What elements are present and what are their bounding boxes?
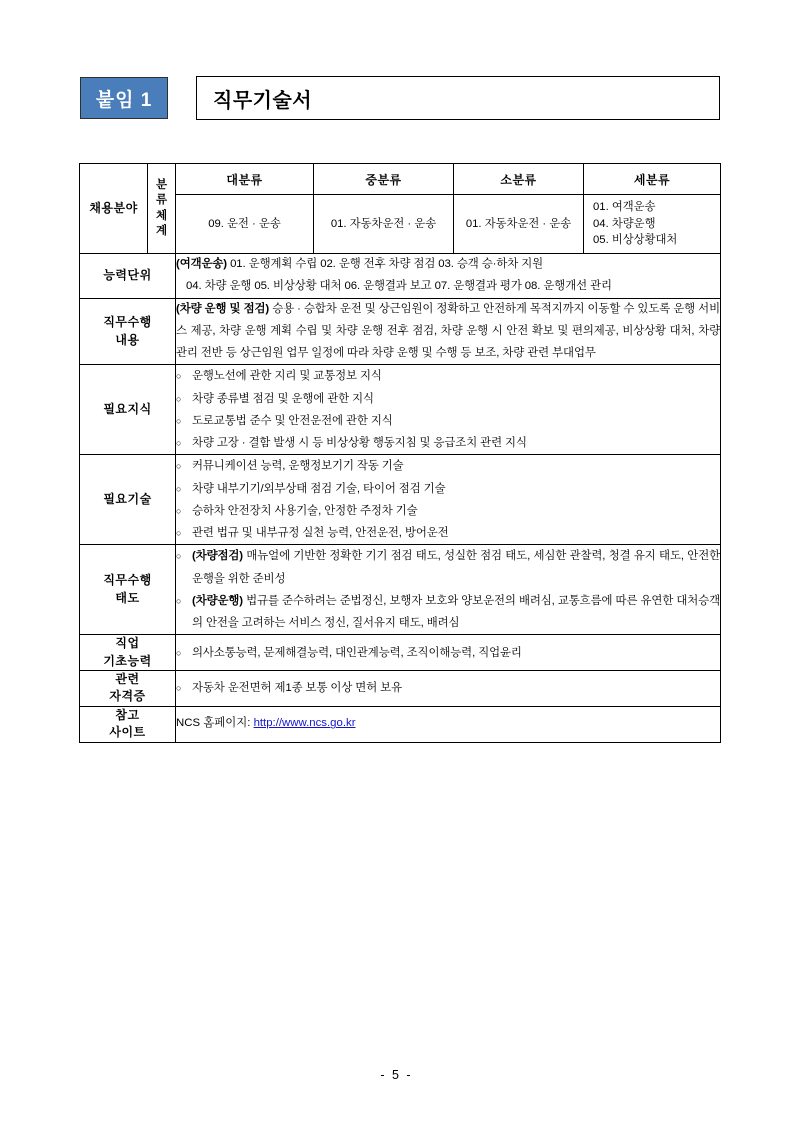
list-item: ○ 승하차 안전장치 사용기술, 안정한 주정차 기술	[176, 500, 720, 522]
row-label-basic-competency-line2: 기초능력	[103, 653, 152, 668]
cell-basic-competency	[176, 635, 721, 671]
list-item: ○ 운행노선에 관한 지리 및 교통정보 지식	[176, 365, 720, 387]
table-row-reference-site	[80, 706, 721, 742]
job-attitude-list	[176, 545, 720, 634]
ncs-homepage-link[interactable]: http://www.ncs.go.kr	[253, 717, 356, 730]
row-label-required-skills: 필요기술	[80, 455, 176, 545]
certificates-list	[176, 677, 720, 699]
list-item: ○ 커뮤니케이션 능력, 운행정보기기 작동 기술	[176, 455, 720, 477]
document-header	[80, 76, 720, 120]
job-attitude-text-1: 매뉴얼에 기반한 정확한 기기 점검 태도, 성실한 점검 태도, 세심한 관찰력, 청결 유지 태도, 안전한 운행을 위한 준비성	[192, 550, 720, 585]
list-item: ○ 의사소통능력, 문제해결능력, 대인관계능력, 조직이해능력, 직업윤리	[176, 642, 720, 664]
column-header-minor: 소분류	[454, 164, 584, 195]
classification-char-1: 분	[155, 179, 168, 192]
table-row-recruit-field-values	[80, 195, 721, 254]
row-label-reference-site-line1: 참고	[115, 707, 140, 722]
cell-job-duties	[176, 298, 721, 365]
list-item: ○ 차량 고장 · 결함 발생 시 등 비상상황 행동지침 및 응급조치 관련 지식	[176, 432, 720, 454]
column-header-detail: 세분류	[584, 164, 721, 195]
page-footer	[0, 1068, 793, 1082]
list-item: ○ 자동차 운전면허 제1종 보통 이상 면허 보유	[176, 677, 720, 699]
row-label-certificates-line2: 자격증	[109, 689, 146, 704]
page-title: 직무기술서	[213, 89, 313, 112]
table-row-required-skills	[80, 455, 721, 545]
row-label-classification-system	[148, 164, 176, 254]
cell-minor-classification: 01. 자동차운전 · 운송	[454, 195, 584, 254]
list-item: ○ 차량 내부기기/외부상태 점검 기술, 타이어 점검 기술	[176, 478, 720, 500]
list-item: ○ 도로교통법 준수 및 안전운전에 관한 지식	[176, 410, 720, 432]
cell-middle-classification: 01. 자동차운전 · 운송	[314, 195, 454, 254]
table-row-certificates	[80, 671, 721, 707]
cell-required-knowledge	[176, 365, 721, 455]
detail-item-2: 04. 차량운행	[593, 217, 656, 230]
job-attitude-text-2: 법규를 준수하려는 준법정신, 보행자 보호와 양보운전의 배려심, 교통흐름에 따른 유연한 대처승객의 안전을 고려하는 서비스 정신, 질서유지 태도, 배려심	[192, 594, 720, 630]
competency-unit-prefix: (여객운송)	[176, 258, 227, 270]
table-row-job-attitude	[80, 545, 721, 635]
table-row-job-duties	[80, 298, 721, 365]
row-label-job-duties-line1: 직무수행	[103, 315, 152, 330]
table-row-recruit-field-header	[80, 164, 721, 195]
row-label-certificates	[80, 671, 176, 707]
competency-unit-line1: 01. 운행계획 수립 02. 운행 전후 차량 점검 03. 승객 승·하차 지원	[227, 258, 544, 270]
competency-unit-line2: 04. 차량 운행 05. 비상상황 대처 06. 운행결과 보고 07. 운행결과 평가 08. 운행개선 관리	[186, 279, 612, 292]
row-label-certificates-line1: 관련	[115, 672, 140, 687]
cell-required-skills	[176, 455, 721, 545]
page-title-box	[196, 76, 720, 120]
row-label-reference-site-line2: 사이트	[109, 725, 146, 740]
cell-job-attitude	[176, 545, 721, 635]
row-label-competency-unit: 능력단위	[80, 254, 176, 299]
detail-item-3: 05. 비상상황대처	[593, 234, 678, 247]
row-label-job-attitude-line2: 태도	[115, 590, 140, 605]
job-attitude-prefix-2: (차량운행)	[192, 594, 243, 607]
cell-detail-classification	[584, 195, 721, 254]
row-label-reference-site	[80, 706, 176, 742]
row-label-job-attitude-line1: 직무수행	[103, 573, 152, 588]
page-number: - 5 -	[380, 1068, 413, 1082]
required-knowledge-list	[176, 365, 720, 454]
detail-item-1: 01. 여객운송	[593, 200, 656, 213]
attachment-badge-label: 붙임 1	[95, 89, 153, 111]
classification-char-3: 체	[155, 209, 168, 222]
row-label-basic-competency	[80, 635, 176, 671]
column-header-middle: 중분류	[314, 164, 454, 195]
attachment-badge	[80, 77, 168, 119]
list-item	[176, 590, 720, 634]
cell-reference-site	[176, 706, 721, 742]
cell-competency-unit	[176, 254, 721, 299]
row-label-recruit-field: 채용분야	[80, 164, 148, 254]
job-attitude-prefix-1: (차량점검)	[192, 550, 243, 563]
table-row-basic-competency	[80, 635, 721, 671]
job-description-table	[79, 163, 721, 743]
table-row-required-knowledge	[80, 365, 721, 455]
cell-certificates	[176, 671, 721, 707]
required-skills-list	[176, 455, 720, 544]
list-item: ○ 관련 법규 및 내부규정 실천 능력, 안전운전, 방어운전	[176, 522, 720, 544]
reference-site-text: NCS 홈페이지:	[176, 717, 254, 730]
job-duties-text: 승용 · 승합차 운전 및 상근임원이 정확하고 안전하게 목적지까지 이동할 수 있도록 운행 서비스 제공, 차량 운행 계획 수립 및 차량 운행 전후 점검, 차량 운행 시 안전 확보 및 편의제공, 비상상황 대처, 차량 관리 전반 등 상근임원 업무 일정에 따라 차량 운행 및 수행 등 보조, 차량 관련 부대업무	[176, 302, 720, 359]
classification-char-2: 류	[155, 194, 168, 207]
cell-major-classification: 09. 운전 · 운송	[176, 195, 314, 254]
list-item: ○ 차량 종류별 점검 및 운행에 관한 지식	[176, 388, 720, 410]
column-header-major: 대분류	[176, 164, 314, 195]
row-label-job-duties	[80, 298, 176, 365]
basic-competency-list	[176, 642, 720, 664]
row-label-job-attitude	[80, 545, 176, 635]
list-item	[176, 545, 720, 589]
table-row-competency-unit	[80, 254, 721, 299]
classification-char-4: 계	[155, 224, 168, 237]
row-label-required-knowledge: 필요지식	[80, 365, 176, 455]
job-duties-prefix: (차량 운행 및 점검)	[176, 302, 270, 315]
row-label-job-duties-line2: 내용	[115, 332, 140, 347]
row-label-basic-competency-line1: 직업	[115, 636, 140, 651]
